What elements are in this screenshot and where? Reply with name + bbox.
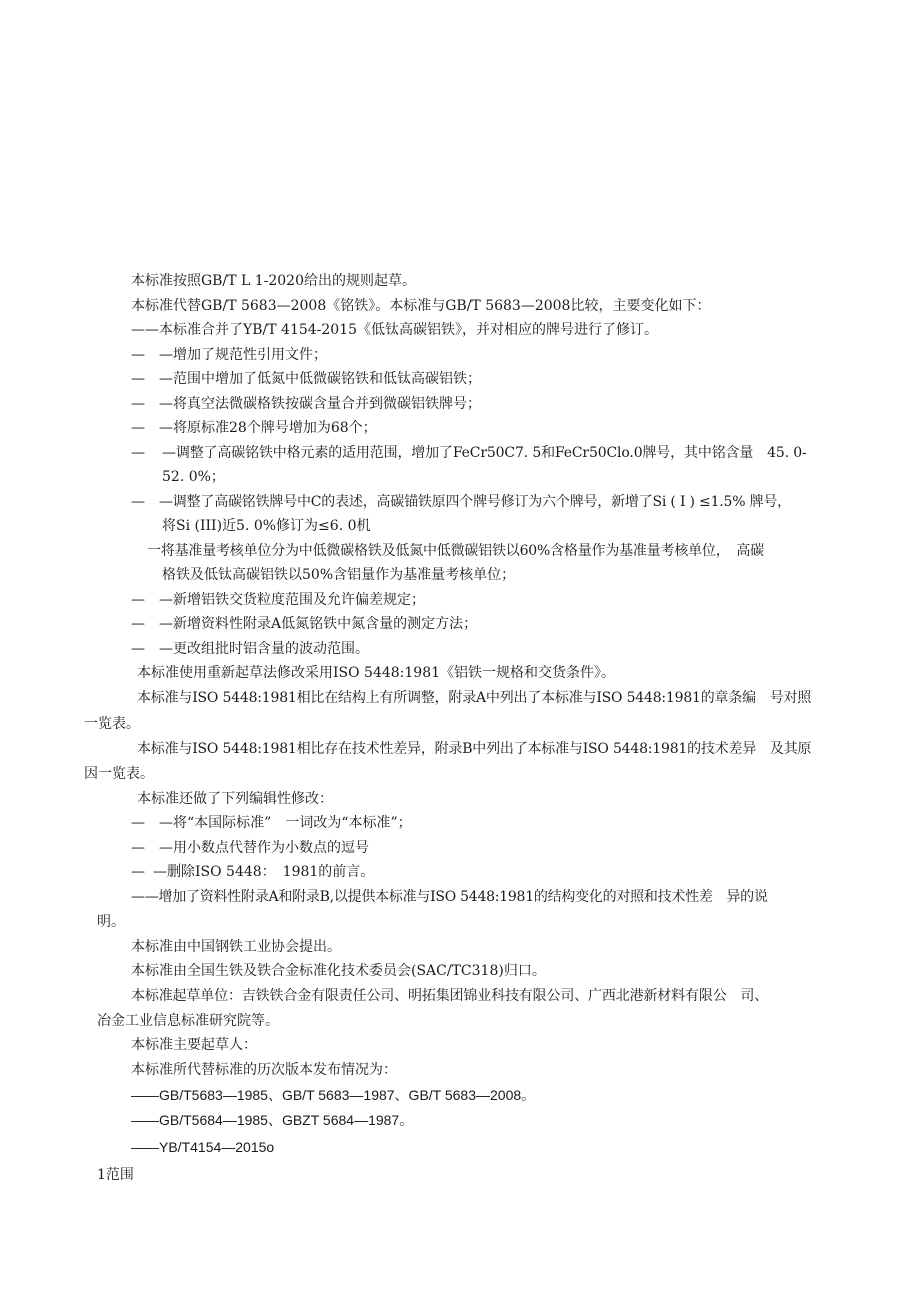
text-line: 本标准主要起草人： xyxy=(131,1037,257,1053)
list-dash-marker: — xyxy=(131,371,145,387)
list-item: —增加了规范性引用文件； xyxy=(159,347,327,363)
list-item: —范围中增加了低氮中低微碳铭铁和低钛高碳铝铁； xyxy=(159,371,481,387)
section-heading: 1范围 xyxy=(97,1167,134,1183)
list-item: 一将基准量考核单位分为中低微碳格铁及低氮中低微碳铝铁以60%含格量作为基准量考核单位， 高碳 xyxy=(147,543,764,559)
list-dash-marker: — xyxy=(131,840,145,856)
list-item: —删除ISO 5448： 1981的前言。 xyxy=(153,864,375,880)
text-line: ——增加了资料性附录A和附录B,以提供本标准与ISO 5448:1981的结构变化的对照和技术性差 异的说 xyxy=(131,889,768,905)
text-line-continued: 冶金工业信息标准研究院等。 xyxy=(97,1013,279,1029)
text-line: 本标准代替GB/T 5683—2008《铭铁》。本标准与GB/T 5683—2008比较，主要变化如下： xyxy=(131,298,711,314)
list-dash-marker: — xyxy=(131,445,145,461)
list-item: —调整了高碳铭铁牌号中C的表述，高碳锚铁原四个牌号修订为六个牌号，新增了Si ( I ) ≤1.5% 牌号， xyxy=(159,494,791,510)
list-item: —用小数点代替作为小数点的逗号 xyxy=(159,840,369,856)
text-line: 本标准所代替标准的历次版本发布情况为： xyxy=(131,1062,397,1078)
list-item-continued: 52. 0%； xyxy=(162,469,225,485)
list-dash-marker: — xyxy=(131,347,145,363)
list-item-continued: 将Si (III)近5. 0%修订为≤6. 0机 xyxy=(162,518,371,534)
list-item: —新增铝铁交货粒度范围及允许偏差规定； xyxy=(159,592,425,608)
list-item: —将真空法微碳格铁按碳含量合并到微碳铝铁牌号； xyxy=(159,396,481,412)
text-line: ——GB/T5683—1985、GB/T 5683—1987、GB/T 5683—2008。 xyxy=(131,1087,536,1103)
list-dash-marker: — xyxy=(131,815,145,831)
text-line: 本标准由全国生铁及铁合金标准化技术委员会(SAC/TC318)归口。 xyxy=(131,963,546,979)
text-line: 本标准使用重新起草法修改采用ISO 5448:1981《铝铁一规格和交货条件》。 xyxy=(137,665,616,681)
list-item: —调整了高碳铭铁中格元素的适用范围，增加了FeCr50C7. 5和FeCr50Clo.0牌号，其中铭含量 45. 0- xyxy=(162,445,807,461)
text-line: 本标准由中国钢铁工业协会提出。 xyxy=(131,939,341,955)
list-dash-marker: — xyxy=(131,396,145,412)
list-dash-marker: — xyxy=(131,616,145,632)
text-line: ——GB/T5684—1985、GBZT 5684—1987。 xyxy=(131,1112,414,1128)
list-item: —更改组批时铝含量的波动范围。 xyxy=(159,641,369,657)
text-line: ——YB/T4154—2015o xyxy=(131,1139,275,1155)
text-line: 本标准还做了下列编辑性修改： xyxy=(137,791,333,807)
text-line: 本标准按照GB/T L 1-2020给出的规则起草。 xyxy=(131,273,416,289)
list-item: —将原标准28个牌号增加为68个； xyxy=(159,420,377,436)
list-dash-marker: — xyxy=(131,864,145,880)
list-dash-marker: — xyxy=(131,494,145,510)
list-item-continued: 格铁及低钛高碳铝铁以50%含铝量作为基准量考核单位； xyxy=(162,567,516,583)
text-line: 本标准与ISO 5448:1981相比存在技术性差异，附录B中列出了本标准与ISO 5448:1981的技术差异 及其原 xyxy=(137,741,812,757)
text-line: 本标准起草单位：吉铁铁合金有限责任公司、明拓集团锦业科技有限公司、广西北港新材料有限公 司、 xyxy=(131,988,769,1004)
list-dash-marker: — xyxy=(131,420,145,436)
list-item: —新增资料性附录A低氮铭铁中氮含量的测定方法； xyxy=(159,616,478,632)
text-line-continued: 因一览表。 xyxy=(84,766,154,782)
text-line: 本标准与ISO 5448:1981相比在结构上有所调整，附录A中列出了本标准与ISO 5448:1981的章条编 号对照 xyxy=(137,690,812,706)
list-dash-marker: — xyxy=(131,592,145,608)
list-item: —将“本国际标准” 一词改为“本标准”； xyxy=(159,815,412,831)
text-line-continued: 明。 xyxy=(97,914,125,930)
list-dash-marker: — xyxy=(131,641,145,657)
text-line: ——本标准合并了YB/T 4154-2015《低钛高碳铝铁》，并对相应的牌号进行了修订。 xyxy=(131,322,659,338)
text-line-continued: 一览表。 xyxy=(84,716,140,732)
